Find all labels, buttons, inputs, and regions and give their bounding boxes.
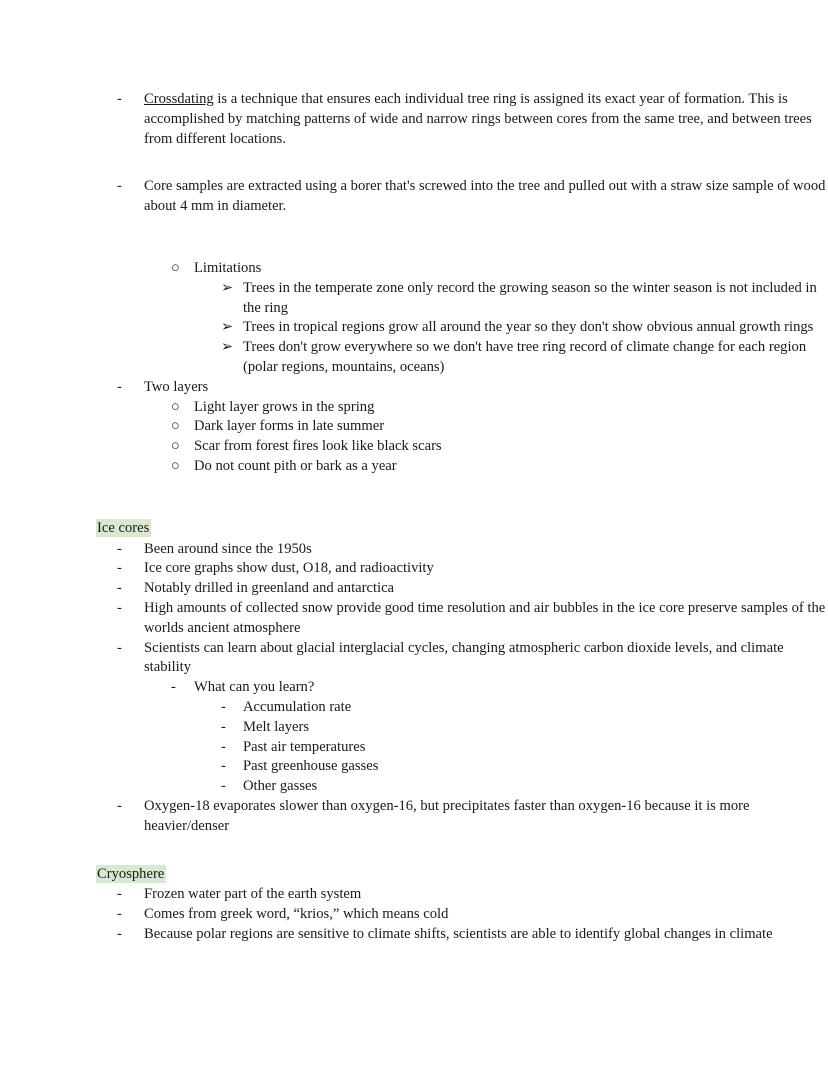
list-item-text: [144, 90, 828, 149]
list-item: [0, 259, 828, 279]
document-body: [0, 90, 828, 945]
list-item: [0, 457, 828, 477]
list-item-text: Melt layers: [243, 718, 310, 735]
list-item: [0, 777, 828, 797]
list-item-text: Do not count pith or bark as a year: [194, 457, 397, 474]
section-heading-ice-cores: [0, 519, 828, 539]
list-item: [0, 540, 828, 560]
dash-bullet-icon: -: [117, 797, 122, 814]
dash-bullet-icon: -: [221, 738, 226, 755]
list-item-text: Scar from forest fires look like black scars: [194, 438, 442, 455]
list-item: [0, 678, 828, 698]
section-ice-cores: [0, 519, 828, 837]
list-item-text: Because polar regions are sensitive to climate shifts, scientists are able to identify global changes in climate: [144, 925, 773, 942]
list-item-text: Notably drilled in greenland and antarctica: [144, 580, 395, 597]
list-item: [0, 925, 828, 945]
list-item-text: Other gasses: [243, 778, 318, 795]
dash-bullet-icon: -: [117, 886, 122, 903]
list-item-text: Frozen water part of the earth system: [144, 886, 362, 903]
list-item-text-rest: is a technique that ensures each individual tree ring is assigned its exact year of formation. This is accomplished by matching patterns of wide and narrow rings between cores from the same tree, and between trees from different locations.: [144, 91, 812, 147]
dash-bullet-icon: -: [117, 178, 122, 195]
list-item: [0, 417, 828, 437]
section-heading-text: Cryosphere: [97, 865, 165, 882]
list-item-text: Trees in the temperate zone only record the growing season so the winter season is not included in the ring: [243, 279, 817, 316]
list-item: [0, 398, 828, 418]
section-spacer: [0, 477, 828, 519]
list-item-text: Core samples are extracted using a borer that's screwed into the tree and pulled out with a straw size sample of wood about 4 mm in diameter.: [144, 178, 826, 215]
dash-bullet-icon: -: [117, 91, 122, 107]
section-tree-rings-continued: [0, 90, 828, 477]
list-item: [0, 338, 828, 378]
list-item-text: High amounts of collected snow provide good time resolution and air bubbles in the ice core preserve samples of the worlds ancient atmosphere: [144, 599, 826, 636]
list-item-text: Past greenhouse gasses: [243, 758, 379, 775]
list-item: [0, 738, 828, 758]
dash-bullet-icon: -: [117, 580, 122, 597]
list-item: [0, 885, 828, 905]
list-item-text: Limitations: [194, 259, 262, 276]
list-item-text: Ice core graphs show dust, O18, and radioactivity: [144, 560, 434, 577]
dash-bullet-icon: -: [221, 718, 226, 735]
dash-bullet-icon: -: [221, 778, 226, 795]
list-item: [0, 318, 828, 338]
list-item: [0, 579, 828, 599]
list-item: [0, 905, 828, 925]
dash-bullet-icon: -: [221, 758, 226, 775]
list-item: [0, 90, 828, 149]
list-item-text: Oxygen-18 evaporates slower than oxygen-16, but precipitates faster than oxygen-16 because it is more heavier/denser: [144, 797, 750, 834]
list-item-text: Trees in tropical regions grow all around the year so they don't show obvious annual growth rings: [243, 319, 814, 336]
paragraph-spacer: [0, 217, 828, 259]
list-item-text: Been around since the 1950s: [144, 540, 312, 557]
circle-bullet-icon: ○: [171, 457, 180, 474]
paragraph-spacer: [0, 149, 828, 177]
list-item: [0, 177, 828, 217]
dash-bullet-icon: -: [117, 560, 122, 577]
list-item: [0, 599, 828, 639]
list-item: [0, 639, 828, 679]
circle-bullet-icon: ○: [171, 438, 180, 455]
list-item-text: Light layer grows in the spring: [194, 398, 375, 415]
list-item-text: Accumulation rate: [243, 698, 352, 715]
dash-bullet-icon: -: [117, 925, 122, 942]
list-item: [0, 279, 828, 319]
list-item: [0, 797, 828, 837]
circle-bullet-icon: ○: [171, 259, 180, 276]
dash-bullet-icon: -: [117, 639, 122, 656]
arrow-bullet-icon: ➢: [221, 339, 234, 356]
list-item: [0, 437, 828, 457]
dash-bullet-icon: -: [221, 698, 226, 715]
dash-bullet-icon: -: [117, 599, 122, 616]
list-item: [0, 378, 828, 398]
list-item-text: Scientists can learn about glacial interglacial cycles, changing atmospheric carbon dioxide levels, and climate stability: [144, 639, 784, 676]
list-item-text: What can you learn?: [194, 679, 315, 696]
section-cryosphere: [0, 865, 828, 945]
list-item: [0, 698, 828, 718]
list-item-text: Dark layer forms in late summer: [194, 418, 385, 435]
dash-bullet-icon: -: [117, 906, 122, 923]
section-heading-text: Ice cores: [97, 519, 150, 536]
list-item-text: Trees don't grow everywhere so we don't have tree ring record of climate change for each region (polar regions, mountains, oceans): [243, 339, 807, 375]
list-item-text: Comes from greek word, “krios,” which means cold: [144, 906, 449, 923]
list-item: [0, 757, 828, 777]
dash-bullet-icon: -: [117, 378, 122, 395]
list-item-text: Two layers: [144, 378, 209, 395]
dash-bullet-icon: -: [117, 540, 122, 557]
circle-bullet-icon: ○: [171, 398, 180, 415]
section-heading-cryosphere: [0, 865, 828, 885]
arrow-bullet-icon: ➢: [221, 319, 234, 336]
section-spacer: [0, 837, 828, 865]
circle-bullet-icon: ○: [171, 418, 180, 435]
dash-bullet-icon: -: [171, 679, 176, 696]
underlined-term: Crossdating: [144, 91, 214, 107]
arrow-bullet-icon: ➢: [221, 279, 234, 296]
list-item: [0, 559, 828, 579]
list-item: [0, 718, 828, 738]
list-item-text: Past air temperatures: [243, 738, 366, 755]
